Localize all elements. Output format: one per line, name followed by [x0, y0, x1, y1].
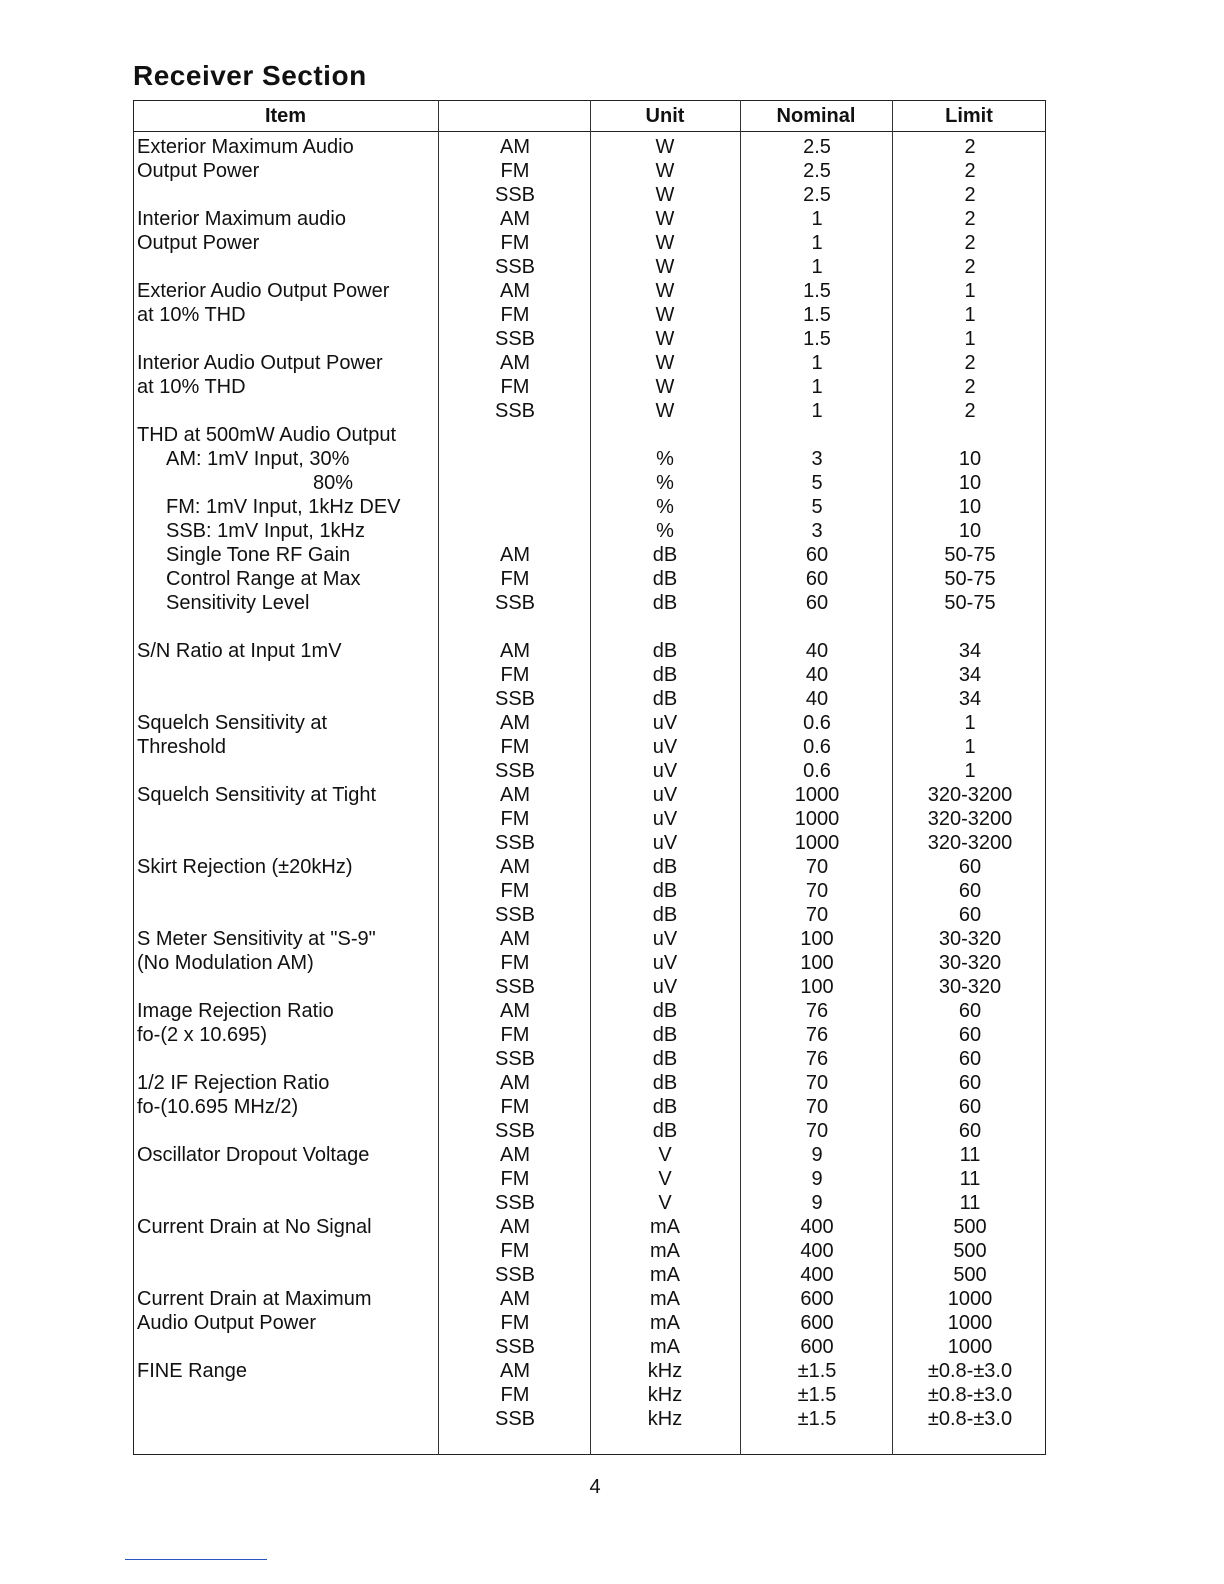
cell-limit: 2 — [964, 400, 976, 422]
cell-mode: AM — [500, 1072, 530, 1094]
table-row — [0, 999, 1224, 1023]
table-row — [0, 399, 1224, 423]
cell-item: Skirt Rejection (±20kHz) — [137, 856, 353, 878]
cell-item: Sensitivity Level — [166, 592, 310, 614]
cell-limit: 1 — [964, 328, 976, 350]
cell-nominal: 1.5 — [803, 304, 831, 326]
cell-limit: ±0.8-±3.0 — [927, 1384, 1013, 1406]
cell-nominal: 600 — [800, 1288, 834, 1310]
table-row — [0, 375, 1224, 399]
cell-mode: FM — [500, 232, 530, 254]
cell-mode: FM — [500, 1024, 530, 1046]
cell-nominal: 60 — [805, 568, 829, 590]
cell-limit: 320-3200 — [927, 808, 1013, 830]
table-row — [0, 1359, 1224, 1383]
table-row — [0, 1167, 1224, 1191]
table-row — [0, 255, 1224, 279]
cell-item: AM: 1mV Input, 30% — [166, 448, 350, 470]
table-row — [0, 855, 1224, 879]
cell-nominal: 2.5 — [803, 136, 831, 158]
cell-unit: % — [656, 496, 674, 518]
cell-unit: uV — [652, 760, 678, 782]
cell-limit: 11 — [959, 1144, 981, 1166]
page-number: 4 — [589, 1476, 601, 1498]
cell-limit: 1 — [964, 736, 976, 758]
cell-unit: V — [658, 1168, 672, 1190]
cell-limit: 2 — [964, 376, 976, 398]
cell-unit: W — [655, 352, 675, 374]
cell-item: fo-(10.695 MHz/2) — [137, 1096, 299, 1118]
cell-nominal: 1 — [811, 232, 823, 254]
cell-unit: dB — [652, 640, 678, 662]
table-row — [0, 1191, 1224, 1215]
cell-mode: AM — [500, 208, 530, 230]
table-row — [0, 495, 1224, 519]
cell-limit: 10 — [958, 520, 982, 542]
cell-unit: W — [655, 280, 675, 302]
cell-nominal: 76 — [805, 1024, 829, 1046]
table-row — [0, 687, 1224, 711]
table-row — [0, 831, 1224, 855]
cell-mode: FM — [500, 880, 530, 902]
cell-unit: W — [655, 256, 675, 278]
header-limit: Limit — [945, 105, 993, 127]
cell-item: Exterior Audio Output Power — [137, 280, 390, 302]
cell-mode: FM — [500, 952, 530, 974]
cell-nominal: 70 — [805, 1120, 829, 1142]
cell-mode: AM — [500, 784, 530, 806]
table-row — [0, 735, 1224, 759]
cell-limit: 10 — [958, 472, 982, 494]
cell-unit: mA — [650, 1336, 680, 1358]
cell-unit: % — [656, 448, 674, 470]
cell-limit: 1000 — [947, 1336, 993, 1358]
cell-nominal: 9 — [811, 1144, 823, 1166]
table-row — [0, 1239, 1224, 1263]
cell-mode: SSB — [494, 592, 536, 614]
cell-mode: AM — [500, 1144, 530, 1166]
cell-mode: FM — [500, 376, 530, 398]
cell-mode: SSB — [494, 1120, 536, 1142]
cell-item: fo-(2 x 10.695) — [137, 1024, 268, 1046]
cell-unit: dB — [652, 880, 678, 902]
cell-item: Threshold — [137, 736, 226, 758]
table-row — [0, 1119, 1224, 1143]
cell-nominal: 40 — [805, 688, 829, 710]
table-row — [0, 927, 1224, 951]
cell-mode: FM — [500, 1384, 530, 1406]
cell-limit: 320-3200 — [927, 784, 1013, 806]
cell-unit: W — [655, 136, 675, 158]
cell-nominal: 40 — [805, 640, 829, 662]
cell-item: 1/2 IF Rejection Ratio — [137, 1072, 330, 1094]
cell-mode: AM — [500, 1000, 530, 1022]
cell-nominal: 70 — [805, 1096, 829, 1118]
cell-limit: 2 — [964, 232, 976, 254]
cell-nominal: 70 — [805, 1072, 829, 1094]
cell-unit: mA — [650, 1312, 680, 1334]
cell-unit: mA — [650, 1216, 680, 1238]
table-row — [0, 1263, 1224, 1287]
cell-unit: uV — [652, 784, 678, 806]
cell-limit: 60 — [958, 1120, 982, 1142]
cell-unit: uV — [652, 808, 678, 830]
cell-limit: 1 — [964, 304, 976, 326]
cell-item: at 10% THD — [137, 304, 246, 326]
cell-nominal: 1000 — [794, 808, 840, 830]
table-row — [0, 783, 1224, 807]
cell-limit: 60 — [958, 880, 982, 902]
table-row — [0, 207, 1224, 231]
table-row — [0, 567, 1224, 591]
cell-limit: 11 — [959, 1168, 981, 1190]
cell-item: Control Range at Max — [166, 568, 361, 590]
table-body — [0, 135, 1224, 1431]
cell-nominal: 400 — [800, 1264, 834, 1286]
cell-limit: 30-320 — [938, 952, 1002, 974]
cell-nominal: 100 — [800, 928, 834, 950]
cell-unit: dB — [652, 664, 678, 686]
cell-mode: AM — [500, 352, 530, 374]
cell-nominal: 100 — [800, 976, 834, 998]
cell-nominal: 100 — [800, 952, 834, 974]
cell-limit: 60 — [958, 1096, 982, 1118]
cell-unit: kHz — [647, 1408, 683, 1430]
cell-item: SSB: 1mV Input, 1kHz — [166, 520, 365, 542]
header-nominal: Nominal — [776, 105, 856, 127]
cell-nominal: 5 — [811, 496, 823, 518]
table-row — [0, 807, 1224, 831]
cell-limit: 60 — [958, 1072, 982, 1094]
cell-unit: dB — [652, 1072, 678, 1094]
cell-limit: 500 — [953, 1216, 987, 1238]
cell-nominal: 1000 — [794, 784, 840, 806]
table-row — [0, 1287, 1224, 1311]
table-row — [0, 519, 1224, 543]
cell-limit: 34 — [958, 688, 982, 710]
cell-unit: W — [655, 160, 675, 182]
table-row — [0, 1407, 1224, 1431]
cell-mode: AM — [500, 928, 530, 950]
cell-limit: 10 — [958, 448, 982, 470]
cell-nominal: 400 — [800, 1216, 834, 1238]
cell-item: S Meter Sensitivity at "S-9" — [137, 928, 376, 950]
table-row — [0, 639, 1224, 663]
cell-nominal: 2.5 — [803, 160, 831, 182]
cell-unit: dB — [652, 688, 678, 710]
table-row — [0, 1047, 1224, 1071]
cell-nominal: 1000 — [794, 832, 840, 854]
table-row — [0, 903, 1224, 927]
cell-unit: kHz — [647, 1384, 683, 1406]
cell-mode: FM — [500, 304, 530, 326]
cell-unit: dB — [652, 1096, 678, 1118]
table-row — [0, 1311, 1224, 1335]
table-row — [0, 1023, 1224, 1047]
cell-mode: SSB — [494, 832, 536, 854]
cell-mode: FM — [500, 736, 530, 758]
cell-limit: ±0.8-±3.0 — [927, 1360, 1013, 1382]
table-row — [0, 663, 1224, 687]
cell-nominal: 3 — [811, 448, 823, 470]
cell-unit: uV — [652, 712, 678, 734]
cell-nominal: 70 — [805, 856, 829, 878]
cell-unit: uV — [652, 832, 678, 854]
cell-unit: uV — [652, 952, 678, 974]
cell-mode: AM — [500, 136, 530, 158]
cell-limit: 1000 — [947, 1312, 993, 1334]
cell-nominal: 1 — [811, 376, 823, 398]
cell-nominal: ±1.5 — [797, 1408, 837, 1430]
cell-mode: FM — [500, 1240, 530, 1262]
cell-unit: dB — [652, 856, 678, 878]
cell-unit: W — [655, 208, 675, 230]
cell-limit: 30-320 — [938, 976, 1002, 998]
cell-nominal: ±1.5 — [797, 1360, 837, 1382]
cell-mode: AM — [500, 544, 530, 566]
table-row — [0, 1071, 1224, 1095]
cell-unit: V — [658, 1144, 672, 1166]
cell-mode: AM — [500, 1288, 530, 1310]
table-row — [0, 711, 1224, 735]
cell-unit: % — [656, 520, 674, 542]
cell-mode: FM — [500, 160, 530, 182]
table-row — [0, 135, 1224, 159]
table-row — [0, 447, 1224, 471]
table-row — [0, 615, 1224, 639]
cell-mode: FM — [500, 1168, 530, 1190]
cell-unit: W — [655, 400, 675, 422]
cell-nominal: 1 — [811, 352, 823, 374]
cell-limit: 1 — [964, 280, 976, 302]
cell-unit: dB — [652, 904, 678, 926]
cell-mode: SSB — [494, 1048, 536, 1070]
cell-unit: W — [655, 184, 675, 206]
cell-item: Interior Maximum audio — [137, 208, 346, 230]
cell-nominal: 2.5 — [803, 184, 831, 206]
cell-limit: 10 — [958, 496, 982, 518]
cell-unit: W — [655, 376, 675, 398]
cell-unit: mA — [650, 1264, 680, 1286]
cell-limit: 50-75 — [944, 592, 996, 614]
table-row — [0, 975, 1224, 999]
cell-item: Oscillator Dropout Voltage — [137, 1144, 370, 1166]
cell-limit: 2 — [964, 256, 976, 278]
cell-nominal: 76 — [805, 1048, 829, 1070]
cell-item: Image Rejection Ratio — [137, 1000, 334, 1022]
cell-item: 80% — [313, 472, 354, 494]
cell-unit: kHz — [647, 1360, 683, 1382]
table-row — [0, 351, 1224, 375]
table-row — [0, 951, 1224, 975]
cell-nominal: ±1.5 — [797, 1384, 837, 1406]
cell-limit: 2 — [964, 208, 976, 230]
cell-unit: dB — [652, 1120, 678, 1142]
cell-item: FINE Range — [137, 1360, 248, 1382]
table-row — [0, 183, 1224, 207]
cell-unit: dB — [652, 1000, 678, 1022]
table-row — [0, 1095, 1224, 1119]
table-row — [0, 879, 1224, 903]
cell-limit: 320-3200 — [927, 832, 1013, 854]
cell-unit: dB — [652, 544, 678, 566]
cell-item: at 10% THD — [137, 376, 246, 398]
cell-mode: FM — [500, 568, 530, 590]
cell-limit: 1000 — [947, 1288, 993, 1310]
cell-nominal: 40 — [805, 664, 829, 686]
cell-limit: 2 — [964, 184, 976, 206]
table-row — [0, 327, 1224, 351]
cell-nominal: 60 — [805, 544, 829, 566]
cell-limit: 500 — [953, 1240, 987, 1262]
cell-mode: SSB — [494, 184, 536, 206]
cell-limit: 50-75 — [944, 568, 996, 590]
cell-mode: FM — [500, 664, 530, 686]
cell-limit: 34 — [958, 664, 982, 686]
cell-unit: % — [656, 472, 674, 494]
cell-nominal: 3 — [811, 520, 823, 542]
cell-unit: dB — [652, 1024, 678, 1046]
table-row — [0, 543, 1224, 567]
cell-unit: mA — [650, 1240, 680, 1262]
cell-nominal: 1 — [811, 256, 823, 278]
table-row — [0, 591, 1224, 615]
cell-nominal: 5 — [811, 472, 823, 494]
table-row — [0, 471, 1224, 495]
cell-limit: 1 — [964, 712, 976, 734]
cell-item: FM: 1mV Input, 1kHz DEV — [166, 496, 401, 518]
cell-unit: uV — [652, 736, 678, 758]
cell-unit: dB — [652, 568, 678, 590]
cell-nominal: 0.6 — [803, 760, 831, 782]
cell-unit: uV — [652, 928, 678, 950]
cell-unit: W — [655, 328, 675, 350]
cell-mode: AM — [500, 1216, 530, 1238]
cell-limit: 2 — [964, 352, 976, 374]
cell-mode: SSB — [494, 1408, 536, 1430]
cell-item: THD at 500mW Audio Output — [137, 424, 397, 446]
cell-nominal: 70 — [805, 904, 829, 926]
cell-mode: SSB — [494, 256, 536, 278]
cell-item: Squelch Sensitivity at — [137, 712, 328, 734]
cell-item: Squelch Sensitivity at Tight — [137, 784, 377, 806]
cell-mode: SSB — [494, 400, 536, 422]
cell-item: Current Drain at No Signal — [137, 1216, 372, 1238]
table-row — [0, 231, 1224, 255]
cell-unit: mA — [650, 1288, 680, 1310]
cell-mode: FM — [500, 808, 530, 830]
cell-mode: AM — [500, 640, 530, 662]
cell-mode: SSB — [494, 904, 536, 926]
cell-item: Interior Audio Output Power — [137, 352, 383, 374]
cell-mode: FM — [500, 1096, 530, 1118]
cell-limit: 30-320 — [938, 928, 1002, 950]
cell-nominal: 0.6 — [803, 712, 831, 734]
cell-limit: 60 — [958, 1024, 982, 1046]
cell-unit: W — [655, 304, 675, 326]
cell-mode: SSB — [494, 328, 536, 350]
cell-nominal: 1.5 — [803, 280, 831, 302]
cell-unit: W — [655, 232, 675, 254]
cell-limit: 2 — [964, 136, 976, 158]
cell-mode: SSB — [494, 1336, 536, 1358]
table-row — [0, 1383, 1224, 1407]
cell-nominal: 600 — [800, 1336, 834, 1358]
cell-nominal: 9 — [811, 1192, 823, 1214]
table-row — [0, 159, 1224, 183]
cell-unit: dB — [652, 1048, 678, 1070]
cell-item: Audio Output Power — [137, 1312, 316, 1334]
cell-mode: SSB — [494, 976, 536, 998]
table-row — [0, 1143, 1224, 1167]
cell-limit: 1 — [964, 760, 976, 782]
cell-item: S/N Ratio at Input 1mV — [137, 640, 342, 662]
cell-limit: 2 — [964, 160, 976, 182]
cell-mode: SSB — [494, 760, 536, 782]
cell-mode: SSB — [494, 688, 536, 710]
cell-nominal: 76 — [805, 1000, 829, 1022]
cell-nominal: 1 — [811, 208, 823, 230]
cell-mode: SSB — [494, 1264, 536, 1286]
table-row — [0, 1215, 1224, 1239]
cell-mode: AM — [500, 1360, 530, 1382]
cell-limit: 60 — [958, 856, 982, 878]
cell-mode: SSB — [494, 1192, 536, 1214]
cell-nominal: 9 — [811, 1168, 823, 1190]
table-row — [0, 279, 1224, 303]
cell-limit: 60 — [958, 1000, 982, 1022]
cell-nominal: 70 — [805, 880, 829, 902]
cell-item: Exterior Maximum Audio — [137, 136, 354, 158]
cell-mode: AM — [500, 856, 530, 878]
cell-nominal: 0.6 — [803, 736, 831, 758]
cell-limit: 11 — [959, 1192, 981, 1214]
cell-item: Output Power — [137, 232, 260, 254]
cell-item: Single Tone RF Gain — [166, 544, 351, 566]
cell-nominal: 400 — [800, 1240, 834, 1262]
cell-item: (No Modulation AM) — [137, 952, 314, 974]
table-row — [0, 1335, 1224, 1359]
cell-item: Output Power — [137, 160, 260, 182]
table-row — [0, 759, 1224, 783]
cell-limit: 500 — [953, 1264, 987, 1286]
cell-unit: dB — [652, 592, 678, 614]
footer-rule — [125, 1559, 267, 1560]
cell-nominal: 600 — [800, 1312, 834, 1334]
cell-item: Current Drain at Maximum — [137, 1288, 372, 1310]
cell-limit: 34 — [958, 640, 982, 662]
cell-unit: V — [658, 1192, 672, 1214]
cell-nominal: 60 — [805, 592, 829, 614]
cell-limit: 60 — [958, 1048, 982, 1070]
table-row — [0, 423, 1224, 447]
cell-limit: ±0.8-±3.0 — [927, 1408, 1013, 1430]
cell-mode: AM — [500, 712, 530, 734]
table-row — [0, 303, 1224, 327]
header-unit: Unit — [645, 105, 685, 127]
section-title: Receiver Section — [133, 60, 367, 91]
cell-unit: uV — [652, 976, 678, 998]
cell-nominal: 1.5 — [803, 328, 831, 350]
cell-nominal: 1 — [811, 400, 823, 422]
cell-mode: AM — [500, 280, 530, 302]
cell-limit: 60 — [958, 904, 982, 926]
cell-mode: FM — [500, 1312, 530, 1334]
header-item: Item — [264, 105, 307, 127]
cell-limit: 50-75 — [944, 544, 996, 566]
